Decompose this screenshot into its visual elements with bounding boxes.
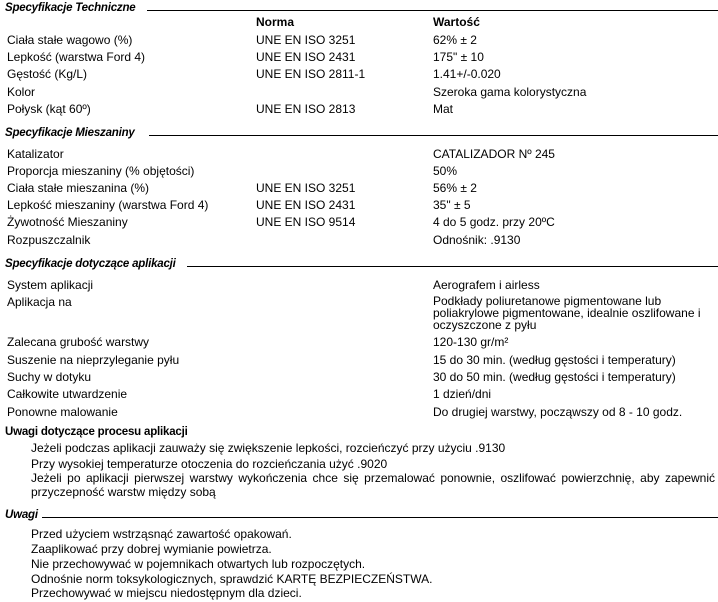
row-value: Mat: [433, 102, 454, 116]
row-label: Rozpuszczalnik: [7, 233, 91, 247]
row-label: Lepkość (warstwa Ford 4): [7, 50, 146, 64]
row-norma: UNE EN ISO 2813: [256, 102, 356, 116]
row-label: Lepkość mieszaniny (warstwa Ford 4): [7, 198, 209, 212]
row-value: CATALIZADOR Nº 245: [433, 147, 555, 161]
note-line: Przechowywać w miejscu niedostępnym dla dzieci.: [31, 586, 302, 600]
section-title-notes: Uwagi: [5, 509, 38, 521]
row-label: Ponowne malowanie: [7, 405, 118, 419]
row-label: Gęstość (Kg/L): [7, 67, 88, 81]
row-norma: UNE EN ISO 3251: [256, 181, 356, 195]
note-line: Odnośnie norm toksykologicznych, sprawdzić KARTĘ BEZPIECZEŃSTWA.: [31, 572, 433, 586]
row-value-multiline: Podkłady poliuretanowe pigmentowane lub poliakrylowe pigmentowane, idealnie oszlifowane i oczyszczone z pyłu: [433, 294, 701, 332]
row-value: Szeroka gama kolorystyczna: [433, 85, 587, 99]
note-line: Zaaplikować przy dobrej wymianie powietrza.: [31, 542, 272, 556]
process-note: Jeżeli podczas aplikacji zauważy się zwiększenie lepkości, rozcieńczyć przy użyciu .9130: [31, 441, 506, 455]
row-label: System aplikacji: [7, 278, 94, 292]
row-label: Całkowite utwardzenie: [7, 387, 128, 401]
column-header-wartosc: Wartość: [433, 15, 480, 29]
row-value: 120-130 gr/m²: [433, 335, 509, 349]
row-norma: UNE EN ISO 2431: [256, 198, 356, 212]
row-value: 1.41+/-0.020: [433, 67, 501, 81]
row-value: 4 do 5 godz. przy 20ºC: [433, 215, 555, 229]
row-value: 30 do 50 min. (według gęstości i temperatury): [433, 370, 676, 384]
row-norma: UNE EN ISO 2431: [256, 50, 356, 64]
row-label: Suszenie na nieprzyleganie pyłu: [7, 353, 180, 367]
row-label: Żywotność Mieszaniny: [7, 215, 128, 229]
section-title-tech: Specyfikacje Techniczne: [5, 2, 136, 14]
note-line: Przed użyciem wstrząsnąć zawartość opakowań.: [31, 527, 292, 541]
section-rule: [149, 135, 718, 136]
row-label: Ciała stałe mieszanina (%): [7, 181, 150, 195]
section-rule: [187, 266, 718, 267]
section-title-app: Specyfikacje dotyczące aplikacji: [5, 258, 176, 270]
section-rule: [147, 10, 718, 11]
row-label: Suchy w dotyku: [7, 370, 92, 384]
row-norma: UNE EN ISO 3251: [256, 33, 356, 47]
row-value: 15 do 30 min. (według gęstości i temperatury): [433, 353, 676, 367]
row-value: 62% ± 2: [433, 33, 477, 47]
row-value: 50%: [433, 164, 458, 178]
process-note-multiline: Jeżeli po aplikacji pierwszej warstwy wykończenia chce się przemalować ponownie, oszlifować powierzchnię, aby zapewnić przyczepność warstw między sobą: [31, 471, 715, 499]
row-label: Zalecana grubość warstwy: [7, 335, 150, 349]
process-note: Przy wysokiej temperaturze otoczenia do rozcieńczania użyć .9020: [31, 457, 388, 471]
section-rule: [42, 517, 718, 518]
note-line: Nie przechowywać w pojemnikach otwartych lub rozpoczętych.: [31, 557, 366, 571]
row-value: 56% ± 2: [433, 181, 477, 195]
row-label: Aplikacja na: [7, 295, 72, 309]
row-label: Ciała stałe wagowo (%): [7, 33, 133, 47]
row-value: Aerografem i airless: [433, 278, 540, 292]
row-value: Do drugiej warstwy, począwszy od 8 - 10 godz.: [433, 405, 683, 419]
column-header-norma: Norma: [256, 15, 295, 29]
row-norma: UNE EN ISO 2811-1: [256, 67, 366, 81]
row-norma: UNE EN ISO 9514: [256, 215, 356, 229]
row-value: Odnośnik: .9130: [433, 233, 521, 247]
row-label: Katalizator: [7, 147, 64, 161]
row-value: 35" ± 5: [433, 198, 471, 212]
row-label: Połysk (kąt 60º): [7, 102, 91, 116]
row-value: 1 dzień/dni: [433, 387, 492, 401]
section-title-process: Uwagi dotyczące procesu aplikacji: [5, 426, 188, 438]
row-value: 175" ± 10: [433, 50, 484, 64]
section-title-mix: Specyfikacje Mieszaniny: [5, 127, 135, 139]
row-label: Proporcja mieszaniny (% objętości): [7, 164, 195, 178]
row-label: Kolor: [7, 85, 36, 99]
